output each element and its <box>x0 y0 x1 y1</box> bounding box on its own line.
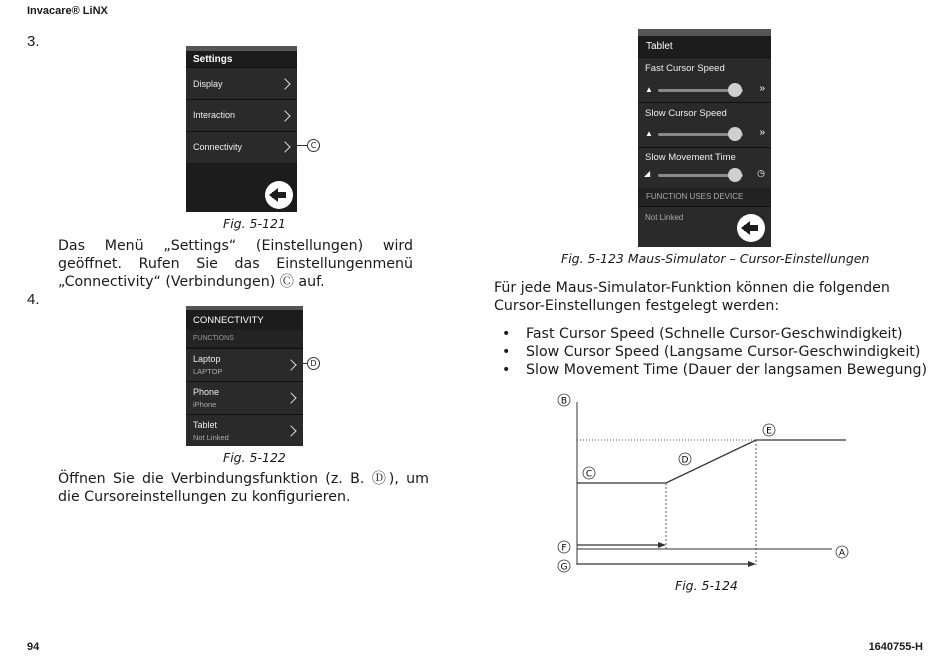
figure-caption: Fig. 5-123 Maus-Simulator – Cursor-Einstellungen <box>561 251 870 266</box>
intro-text: Für jede Maus-Simulator-Funktion können die folgenden Cursor-Einstellungen festgelegt werden: <box>494 280 890 314</box>
screen-title: Settings <box>193 54 233 65</box>
tablet-settings-screen <box>638 29 771 247</box>
step3-text: Das Menü „Settings“ (Einstellungen) wird geöffnet. Rufen Sie das Einstellungenmenü „Connectivity“ (Verbindungen) Ⓒ auf. <box>58 238 413 290</box>
setting-label: Slow Movement Time <box>645 152 736 163</box>
svg-text:F: F <box>561 543 567 554</box>
slow-cursor-speed-slider[interactable] <box>658 133 743 136</box>
speed-curve <box>577 440 846 483</box>
function-item-tablet[interactable] <box>186 414 303 446</box>
section-label: FUNCTION USES DEVICE <box>646 192 744 201</box>
list-item: • Slow Cursor Speed (Langsame Cursor-Geschwindigkeit) <box>494 343 934 361</box>
slow-movement-time-slider[interactable] <box>658 174 743 177</box>
label-c <box>583 467 595 480</box>
screen-title: CONNECTIVITY <box>193 315 264 326</box>
chevron-right-icon <box>279 78 290 89</box>
label-f <box>558 541 570 554</box>
cursor-settings-list <box>494 325 934 379</box>
list-item: • Fast Cursor Speed (Schnelle Cursor-Geschwindigkeit) <box>494 325 934 343</box>
label-g <box>558 560 570 573</box>
svg-text:A: A <box>838 548 846 559</box>
back-arrow-icon[interactable] <box>737 214 765 242</box>
setting-label: Slow Cursor Speed <box>645 108 727 119</box>
device-status: Not Linked <box>645 213 684 222</box>
cursor-speed-diagram <box>552 390 852 575</box>
setting-label: Fast Cursor Speed <box>645 63 725 74</box>
step4-text: Öffnen Sie die Verbindungsfunktion (z. B. Ⓓ), um die Cursoreinstellungen zu konfigurieren. <box>58 471 429 505</box>
function-label: Phone <box>193 387 220 397</box>
back-arrow-icon[interactable] <box>265 181 293 209</box>
svg-text:C: C <box>585 469 593 480</box>
status-bar <box>186 46 297 51</box>
figure-caption: Fig. 5-121 <box>223 216 286 231</box>
figure-caption: Fig. 5-124 <box>675 578 738 593</box>
function-item-laptop[interactable] <box>186 348 303 381</box>
chevron-right-icon <box>279 110 290 121</box>
fast-cursor-speed-slider[interactable] <box>658 89 743 92</box>
screen-title: Tablet <box>646 41 673 52</box>
fast-cursor-icon: » <box>759 127 765 138</box>
slow-cursor-icon: ◢ <box>644 169 651 178</box>
chevron-right-icon <box>285 359 296 370</box>
fast-cursor-speed-setting <box>638 57 771 102</box>
menu-item-label: Connectivity <box>193 142 243 152</box>
section-header <box>186 330 303 347</box>
svg-text:B: B <box>560 396 568 407</box>
callout-c: C <box>307 139 320 152</box>
svg-text:G: G <box>560 562 568 573</box>
label-d <box>679 453 691 466</box>
chevron-right-icon <box>279 141 290 152</box>
settings-screen <box>186 46 297 212</box>
function-label: Laptop <box>193 354 221 364</box>
slider-knob[interactable] <box>728 127 742 141</box>
label-a <box>836 546 848 559</box>
menu-item-display[interactable] <box>186 67 297 99</box>
cursor-icon: ▲ <box>645 85 653 94</box>
label-e <box>763 424 775 437</box>
callout-leader <box>291 145 307 146</box>
status-bar <box>186 306 303 310</box>
function-item-phone[interactable] <box>186 381 303 414</box>
function-label: Tablet <box>193 420 218 430</box>
chevron-right-icon <box>285 392 296 403</box>
section-label: FUNCTIONS <box>193 335 234 342</box>
doc-code: 1640755-H <box>868 641 923 653</box>
cursor-icon: ▲ <box>645 129 653 138</box>
slider-knob[interactable] <box>728 83 742 97</box>
page-number: 94 <box>27 641 40 653</box>
label-b <box>558 394 570 407</box>
function-sublabel: iPhone <box>193 400 217 409</box>
fast-cursor-icon: » <box>759 83 765 94</box>
connectivity-screen <box>186 306 303 446</box>
function-sublabel: LAPTOP <box>193 367 223 376</box>
step-number-4: 4. <box>27 291 40 308</box>
menu-item-interaction[interactable] <box>186 99 297 131</box>
list-item: • Slow Movement Time (Dauer der langsamen Bewegung) <box>494 361 934 379</box>
timer-icon: ◷ <box>757 168 765 178</box>
callout-d: D <box>307 357 320 370</box>
status-bar <box>638 29 771 36</box>
slider-knob[interactable] <box>728 168 742 182</box>
chevron-right-icon <box>285 425 296 436</box>
function-sublabel: Not Linked <box>193 433 229 442</box>
svg-text:E: E <box>766 426 772 437</box>
step-number-3: 3. <box>27 33 40 50</box>
slow-movement-time-setting <box>638 147 771 188</box>
slow-cursor-speed-setting <box>638 102 771 147</box>
arrow-head <box>658 542 666 548</box>
menu-item-label: Display <box>193 79 223 89</box>
svg-text:D: D <box>681 455 689 466</box>
section-header <box>638 188 771 206</box>
menu-item-label: Interaction <box>193 110 236 120</box>
figure-caption: Fig. 5-122 <box>223 450 286 465</box>
menu-item-connectivity[interactable] <box>186 131 297 163</box>
header-brand: Invacare® LiNX <box>27 5 108 17</box>
callout-leader <box>297 363 307 364</box>
arrow-head <box>748 561 756 567</box>
